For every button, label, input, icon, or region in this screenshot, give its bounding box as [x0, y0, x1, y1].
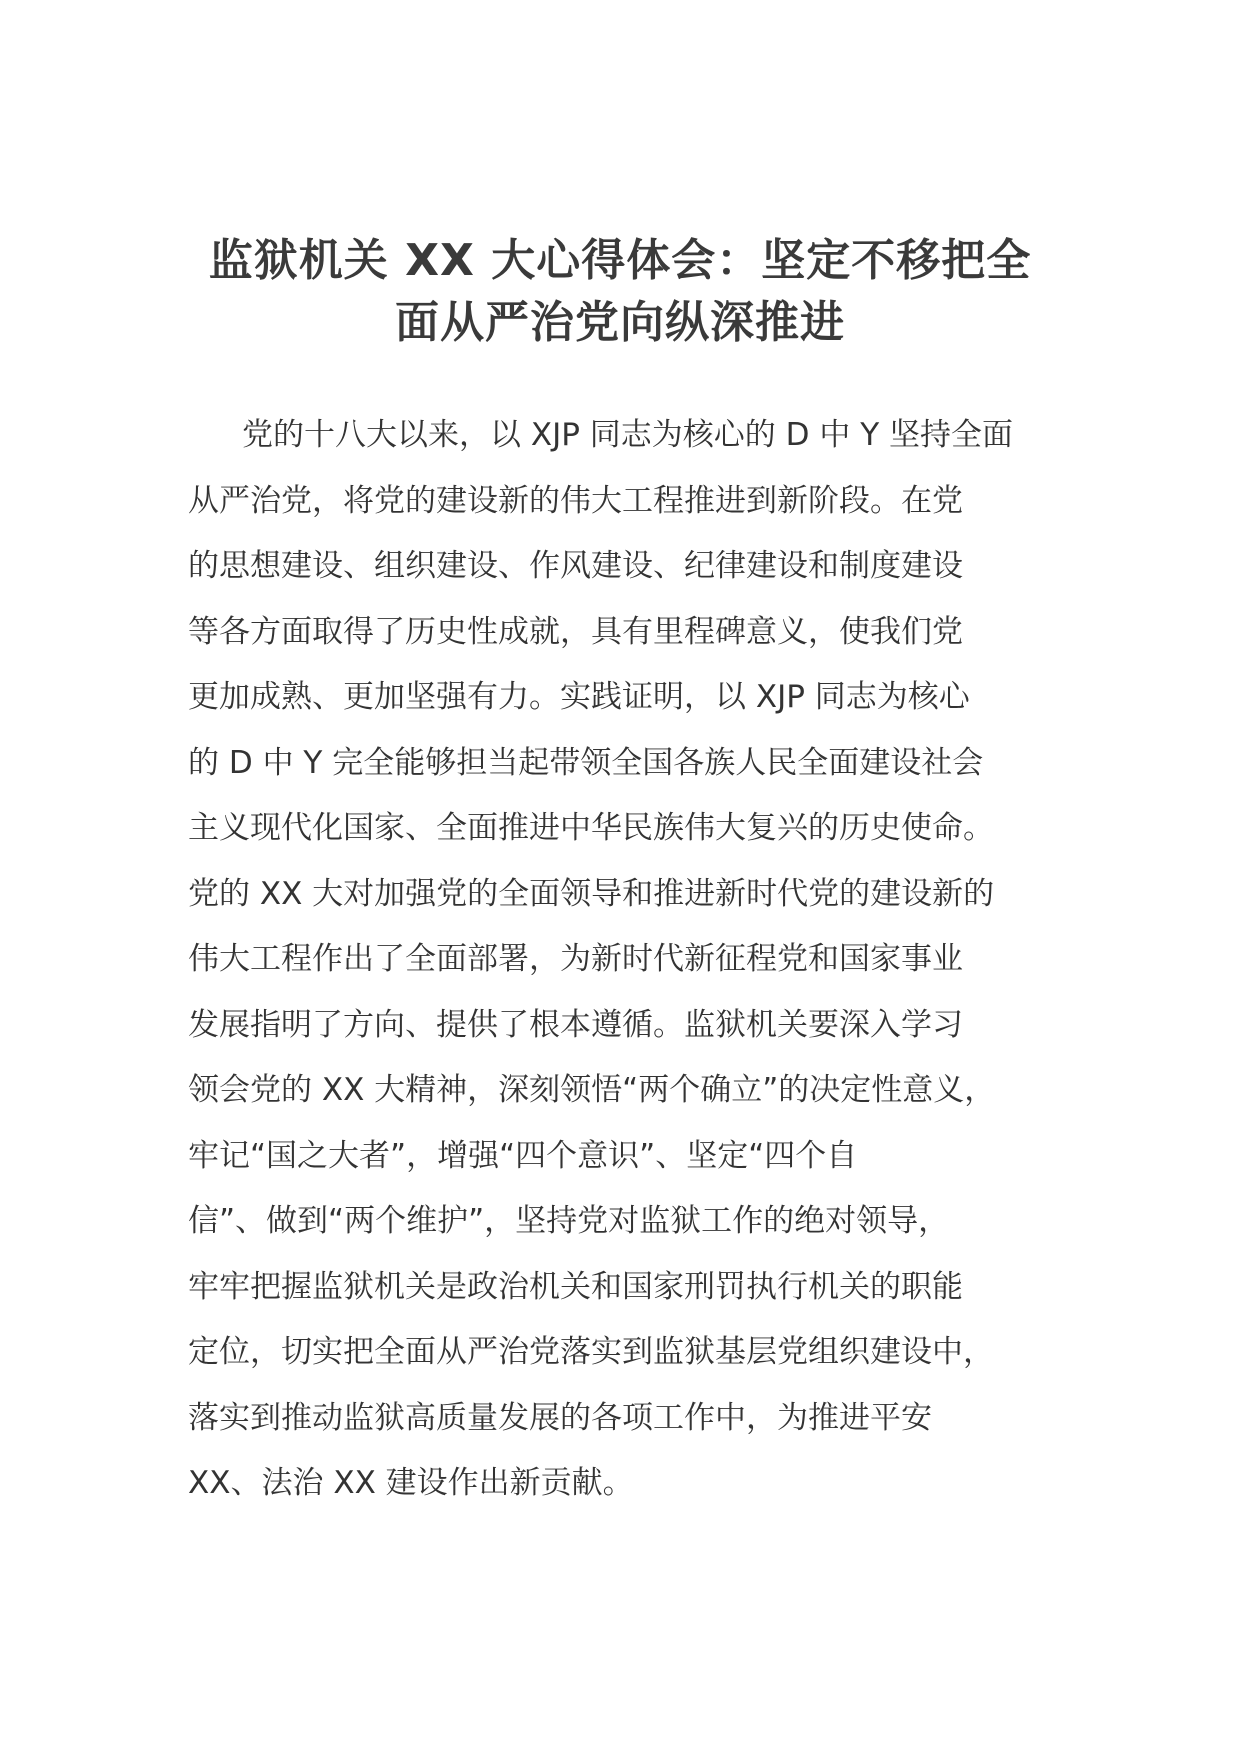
- title-line-1: 监狱机关 XX 大心得体会：坚定不移把全: [208, 235, 1032, 286]
- body-line: 伟大工程作出了全面部署，为新时代新征程党和国家事业: [188, 941, 963, 977]
- body-line: 信”、做到“两个维护”，坚持党对监狱工作的绝对领导，: [188, 1203, 950, 1239]
- document-body: [188, 403, 1088, 1517]
- body-line: 等各方面取得了历史性成就，具有里程碑意义，使我们党: [188, 613, 963, 650]
- body-line: 发展指明了方向、提供了根本遵循。监狱机关要深入学习: [188, 1006, 963, 1043]
- body-line: 定位，切实把全面从严治党落实到监狱基层党组织建设中，: [188, 1334, 994, 1370]
- body-line: XX、法治 XX 建设作出新贡献。: [188, 1465, 634, 1501]
- title-line-2: 面从严治党向纵深推进: [395, 297, 845, 348]
- body-line: 牢牢把握监狱机关是政治机关和国家刑罚执行机关的职能: [188, 1268, 963, 1305]
- body-line: 更加成熟、更加坚强有力。实践证明，以 XJP 同志为核心: [188, 679, 970, 715]
- body-line: 党的 XX 大对加强党的全面领导和推进新时代党的建设新的: [188, 875, 995, 912]
- body-line: 领会党的 XX 大精神，深刻领悟“两个确立”的决定性意义，: [188, 1072, 996, 1108]
- body-line: 的思想建设、组织建设、作风建设、纪律建设和制度建设: [188, 548, 963, 584]
- body-line: 的 D 中 Y 完全能够担当起带领全国各族人民全面建设社会: [188, 744, 984, 781]
- body-line: 从严治党，将党的建设新的伟大工程推进到新阶段。在党: [188, 482, 963, 519]
- document-title: [120, 230, 1120, 354]
- body-line: 落实到推动监狱高质量发展的各项工作中，为推进平安: [188, 1399, 932, 1436]
- body-line: 主义现代化国家、全面推进中华民族伟大复兴的历史使命。: [188, 810, 994, 846]
- body-line: 党的十八大以来，以 XJP 同志为核心的 D 中 Y 坚持全面: [242, 417, 1014, 453]
- body-line: 牢记“国之大者”，增强“四个意识”、坚定“四个自: [188, 1137, 858, 1174]
